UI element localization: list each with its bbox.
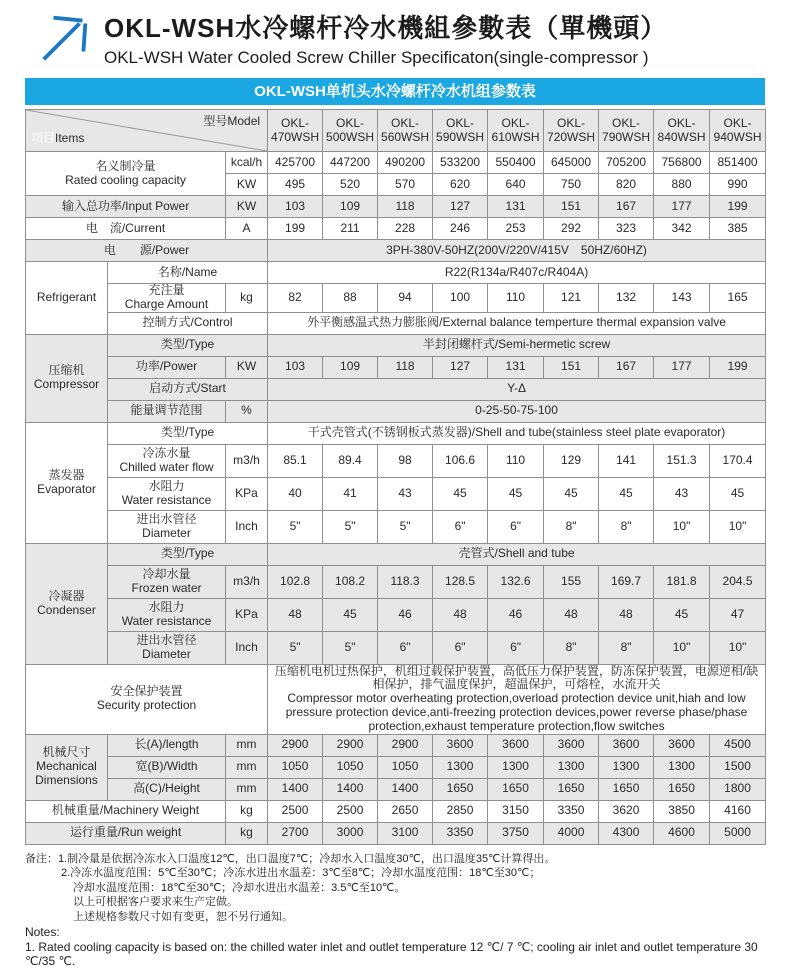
security-text-cell: 压缩机电机过热保护，机组过载保护装置，高低压力保护装置，防冻保护装置，电源逆相/缺相保护，排气温度保护，超温保护，可熔栓，水流开关 Compressor motor overheating protection,overload protection device unit,hiah and low pressure protection device,anti-freezing protection devices,power reverse phase/phase protection,exhaust temperature protection,flow switches xyxy=(268,664,766,734)
unit-cell: kcal/h xyxy=(226,152,268,174)
value-cell: 46 xyxy=(378,598,433,631)
model-column-header: OKL- 940WSH xyxy=(710,110,766,152)
value-cell: 109 xyxy=(323,356,378,378)
row-label: 名称/Name xyxy=(108,262,268,284)
value-cell: 5" xyxy=(268,631,323,664)
section-cell-condenser: 冷凝器 Condenser xyxy=(26,543,108,664)
unit-cell: Inch xyxy=(226,631,268,664)
value-cell: 323 xyxy=(599,218,654,240)
value-cell: 103 xyxy=(268,196,323,218)
value-cell: 228 xyxy=(378,218,433,240)
value-cell: 4500 xyxy=(710,734,766,756)
span-value-cell: Y-Δ xyxy=(268,378,766,400)
value-cell: 3600 xyxy=(654,734,710,756)
value-cell: 2700 xyxy=(268,822,323,844)
row-label: 电 流/Current xyxy=(26,218,226,240)
row-label: 机械重量/Machinery Weight xyxy=(26,800,226,822)
value-cell: 1400 xyxy=(268,778,323,800)
page-title: OKL-WSH水冷螺杆冷水機組參數表（單機頭） xyxy=(104,13,668,43)
value-cell: 204.5 xyxy=(710,565,766,598)
unit-cell: % xyxy=(226,400,268,422)
value-cell: 199 xyxy=(710,356,766,378)
value-cell: 645000 xyxy=(544,152,599,174)
value-cell: 108.2 xyxy=(323,565,378,598)
value-cell: 533200 xyxy=(433,152,488,174)
evaporator-resistance-row xyxy=(26,477,766,510)
value-cell: 2500 xyxy=(323,800,378,822)
value-cell: 102.8 xyxy=(268,565,323,598)
value-cell: 3100 xyxy=(378,822,433,844)
value-cell: 100 xyxy=(433,284,488,313)
row-label: 进出水管径 Diameter xyxy=(108,510,226,543)
value-cell: 103 xyxy=(268,356,323,378)
span-value-cell: 干式壳管式(不锈钢板式蒸发器)/Shell and tube(stainless steel plate evaporator) xyxy=(268,422,766,444)
value-cell: 1400 xyxy=(323,778,378,800)
value-cell: 127 xyxy=(433,356,488,378)
notes-en-line: 1. Rated cooling capacity is based on: the chilled water inlet and outlet temperature 12 ℃/ 7 ℃; cooling air inlet and outlet temperature 30 ℃/35 ℃. xyxy=(25,939,758,969)
refrigerant-control-row xyxy=(26,312,766,334)
row-label: 功率/Power xyxy=(108,356,226,378)
note-line: 上述规格参数尺寸如有变更，恕不另行通知。 xyxy=(73,910,293,923)
value-cell: 1650 xyxy=(599,778,654,800)
current-row xyxy=(26,218,766,240)
row-label: 启动方式/Start xyxy=(108,378,268,400)
unit-cell: KW xyxy=(226,196,268,218)
value-cell: 3150 xyxy=(488,800,544,822)
table-banner: OKL-WSH单机头水冷螺杆冷水机组参数表 xyxy=(25,78,765,105)
value-cell: 48 xyxy=(433,598,488,631)
row-label: 水阻力 Water resistance xyxy=(108,477,226,510)
value-cell: 143 xyxy=(654,284,710,313)
value-cell: 253 xyxy=(488,218,544,240)
value-cell: 118 xyxy=(378,356,433,378)
value-cell: 3600 xyxy=(544,734,599,756)
model-column-header: OKL- 610WSH xyxy=(488,110,544,152)
section-cell-dimensions: 机械尺寸 Mechanical Dimensions xyxy=(26,734,108,800)
refrigerant-name-row xyxy=(26,262,766,284)
evaporator-type-row xyxy=(26,422,766,444)
arrow-up-right-icon xyxy=(36,8,96,66)
value-cell: 121 xyxy=(544,284,599,313)
run-weight-row xyxy=(26,822,766,844)
value-cell: 880 xyxy=(654,174,710,196)
condenser-resistance-row xyxy=(26,598,766,631)
value-cell: 1050 xyxy=(323,756,378,778)
unit-cell: kg xyxy=(226,284,268,313)
value-cell: 127 xyxy=(433,196,488,218)
title-block xyxy=(104,8,667,68)
value-cell: 2500 xyxy=(268,800,323,822)
value-cell: 167 xyxy=(599,356,654,378)
value-cell: 110 xyxy=(488,284,544,313)
value-cell: 5" xyxy=(323,631,378,664)
value-cell: 48 xyxy=(268,598,323,631)
value-cell: 2900 xyxy=(323,734,378,756)
value-cell: 141 xyxy=(599,444,654,477)
unit-cell: kg xyxy=(226,822,268,844)
value-cell: 129 xyxy=(544,444,599,477)
value-cell: 199 xyxy=(268,218,323,240)
value-cell: 342 xyxy=(654,218,710,240)
value-cell: 1650 xyxy=(433,778,488,800)
value-cell: 131 xyxy=(488,196,544,218)
value-cell: 45 xyxy=(323,598,378,631)
value-cell: 45 xyxy=(433,477,488,510)
input-power-row xyxy=(26,196,766,218)
value-cell: 6" xyxy=(433,510,488,543)
value-cell: 495 xyxy=(268,174,323,196)
value-cell: 6" xyxy=(488,631,544,664)
row-label: 宽(B)/Width xyxy=(108,756,226,778)
row-label: 水阻力 Water resistance xyxy=(108,598,226,631)
notes-zh xyxy=(25,852,765,925)
unit-cell: m3/h xyxy=(226,444,268,477)
value-cell: 8" xyxy=(599,510,654,543)
value-cell: 1500 xyxy=(710,756,766,778)
model-column-header: OKL- 590WSH xyxy=(433,110,488,152)
value-cell: 8" xyxy=(544,631,599,664)
row-label: 能量调节范围 xyxy=(108,400,226,422)
model-column-header: OKL- 500WSH xyxy=(323,110,378,152)
condenser-type-row xyxy=(26,543,766,565)
value-cell: 109 xyxy=(323,196,378,218)
value-cell: 151 xyxy=(544,196,599,218)
value-cell: 3750 xyxy=(488,822,544,844)
value-cell: 2650 xyxy=(378,800,433,822)
value-cell: 88 xyxy=(323,284,378,313)
value-cell: 2850 xyxy=(433,800,488,822)
value-cell: 4600 xyxy=(654,822,710,844)
value-cell: 47 xyxy=(710,598,766,631)
value-cell: 1650 xyxy=(654,778,710,800)
row-label: 类型/Type xyxy=(108,334,268,356)
value-cell: 750 xyxy=(544,174,599,196)
value-cell: 3850 xyxy=(654,800,710,822)
document-header xyxy=(0,0,790,68)
evaporator-diameter-row xyxy=(26,510,766,543)
value-cell: 1400 xyxy=(378,778,433,800)
value-cell: 292 xyxy=(544,218,599,240)
row-label: 名义制冷量 Rated cooling capacity xyxy=(26,152,226,196)
value-cell: 851400 xyxy=(710,152,766,174)
value-cell: 4160 xyxy=(710,800,766,822)
power-supply-row xyxy=(26,240,766,262)
value-cell: 199 xyxy=(710,196,766,218)
value-cell: 132.6 xyxy=(488,565,544,598)
value-cell: 1050 xyxy=(378,756,433,778)
dimension-width-row xyxy=(26,756,766,778)
value-cell: 167 xyxy=(599,196,654,218)
span-value-cell: 外平衡感温式热力膨胀阀/External balance temperture thermal expansion valve xyxy=(268,312,766,334)
row-label: 高(C)/Height xyxy=(108,778,226,800)
value-cell: 151.3 xyxy=(654,444,710,477)
row-label: 进出水管径 Diameter xyxy=(108,631,226,664)
value-cell: 1300 xyxy=(433,756,488,778)
value-cell: 165 xyxy=(710,284,766,313)
value-cell: 48 xyxy=(544,598,599,631)
dimension-length-row xyxy=(26,734,766,756)
unit-cell: KPa xyxy=(226,598,268,631)
value-cell: 1300 xyxy=(544,756,599,778)
value-cell: 132 xyxy=(599,284,654,313)
items-model-header xyxy=(26,110,268,152)
value-cell: 385 xyxy=(710,218,766,240)
condenser-diameter-row xyxy=(26,631,766,664)
span-value-cell: 壳管式/Shell and tube xyxy=(268,543,766,565)
value-cell: 155 xyxy=(544,565,599,598)
value-cell: 6" xyxy=(378,631,433,664)
refrigerant-charge-row xyxy=(26,284,766,313)
row-label: 类型/Type xyxy=(108,422,268,444)
value-cell: 5" xyxy=(378,510,433,543)
model-column-header: OKL- 470WSH xyxy=(268,110,323,152)
value-cell: 820 xyxy=(599,174,654,196)
value-cell: 447200 xyxy=(323,152,378,174)
value-cell: 41 xyxy=(323,477,378,510)
value-cell: 45 xyxy=(710,477,766,510)
value-cell: 43 xyxy=(654,477,710,510)
value-cell: 10" xyxy=(654,510,710,543)
value-cell: 45 xyxy=(488,477,544,510)
value-cell: 1650 xyxy=(544,778,599,800)
unit-cell: KW xyxy=(226,356,268,378)
value-cell: 5000 xyxy=(710,822,766,844)
unit-cell: mm xyxy=(226,734,268,756)
model-column-header: OKL- 840WSH xyxy=(654,110,710,152)
compressor-start-row xyxy=(26,378,766,400)
value-cell: 6" xyxy=(488,510,544,543)
value-cell: 82 xyxy=(268,284,323,313)
value-cell: 8" xyxy=(544,510,599,543)
value-cell: 1650 xyxy=(488,778,544,800)
unit-cell: mm xyxy=(226,778,268,800)
value-cell: 128.5 xyxy=(433,565,488,598)
condenser-flow-row xyxy=(26,565,766,598)
unit-cell: A xyxy=(226,218,268,240)
spec-table xyxy=(25,109,766,845)
note-line: 2.冷冻水温度范围：5℃至30℃；冷冻水进出水温差：3℃至8℃；冷却水温度范围：18℃至30℃； xyxy=(61,867,541,880)
model-column-header: OKL- 720WSH xyxy=(544,110,599,152)
notes-en-header: Notes: xyxy=(25,925,60,940)
span-value-cell: 0-25-50-75-100 xyxy=(268,400,766,422)
compressor-capacity-row xyxy=(26,400,766,422)
unit-cell: KW xyxy=(226,174,268,196)
value-cell: 3620 xyxy=(599,800,654,822)
value-cell: 756800 xyxy=(654,152,710,174)
value-cell: 131 xyxy=(488,356,544,378)
value-cell: 151 xyxy=(544,356,599,378)
compressor-type-row xyxy=(26,334,766,356)
items-label: 项目Items xyxy=(31,131,85,146)
value-cell: 4000 xyxy=(544,822,599,844)
evaporator-flow-row xyxy=(26,444,766,477)
page-subtitle: OKL-WSH Water Cooled Screw Chiller Specificaton(single-compressor ) xyxy=(104,48,649,67)
unit-cell: Inch xyxy=(226,510,268,543)
value-cell: 4300 xyxy=(599,822,654,844)
value-cell: 10" xyxy=(710,510,766,543)
value-cell: 45 xyxy=(599,477,654,510)
notes xyxy=(25,852,765,969)
value-cell: 177 xyxy=(654,196,710,218)
value-cell: 48 xyxy=(599,598,654,631)
unit-cell: m3/h xyxy=(226,565,268,598)
value-cell: 46 xyxy=(488,598,544,631)
row-label: 电 源/Power xyxy=(26,240,268,262)
table-header-row xyxy=(26,110,766,152)
value-cell: 520 xyxy=(323,174,378,196)
value-cell: 118 xyxy=(378,196,433,218)
row-label: 类型/Type xyxy=(108,543,268,565)
model-label: 型号Model xyxy=(203,114,261,128)
value-cell: 490200 xyxy=(378,152,433,174)
value-cell: 1050 xyxy=(268,756,323,778)
value-cell: 89.4 xyxy=(323,444,378,477)
row-label: 充注量 Charge Amount xyxy=(108,284,226,313)
value-cell: 3350 xyxy=(433,822,488,844)
note-line: 以上可根据客户要求来生产定做。 xyxy=(73,896,238,909)
value-cell: 1800 xyxy=(710,778,766,800)
row-label: 安全保护装置 Security protection xyxy=(26,664,268,734)
value-cell: 3600 xyxy=(433,734,488,756)
unit-cell: mm xyxy=(226,756,268,778)
dimension-height-row xyxy=(26,778,766,800)
value-cell: 98 xyxy=(378,444,433,477)
row-label: 冷冻水量 Chilled water flow xyxy=(108,444,226,477)
value-cell: 2900 xyxy=(378,734,433,756)
model-column-header: OKL- 790WSH xyxy=(599,110,654,152)
row-label: 控制方式/Control xyxy=(108,312,268,334)
value-cell: 8" xyxy=(599,631,654,664)
value-cell: 3600 xyxy=(488,734,544,756)
value-cell: 106.6 xyxy=(433,444,488,477)
value-cell: 85.1 xyxy=(268,444,323,477)
security-row xyxy=(26,664,766,734)
machinery-weight-row xyxy=(26,800,766,822)
value-cell: 169.7 xyxy=(599,565,654,598)
value-cell: 1300 xyxy=(488,756,544,778)
row-label: 运行重量/Run weight xyxy=(26,822,226,844)
value-cell: 6" xyxy=(433,631,488,664)
value-cell: 425700 xyxy=(268,152,323,174)
value-cell: 570 xyxy=(378,174,433,196)
value-cell: 1300 xyxy=(599,756,654,778)
section-cell-evaporator: 蒸发器 Evaporator xyxy=(26,422,108,543)
row-label: 输入总功率/Input Power xyxy=(26,196,226,218)
span-value-cell: 3PH-380V-50HZ(200V/220V/415V 50HZ/60HZ) xyxy=(268,240,766,262)
model-column-header: OKL- 560WSH xyxy=(378,110,433,152)
value-cell: 1300 xyxy=(654,756,710,778)
value-cell: 110 xyxy=(488,444,544,477)
value-cell: 40 xyxy=(268,477,323,510)
value-cell: 620 xyxy=(433,174,488,196)
compressor-power-row xyxy=(26,356,766,378)
value-cell: 2900 xyxy=(268,734,323,756)
value-cell: 3350 xyxy=(544,800,599,822)
section-cell-compressor: 压缩机 Compressor xyxy=(26,334,108,422)
value-cell: 43 xyxy=(378,477,433,510)
note-line: 备注：1.制冷量是依据冷冻水入口温度12℃，出口温度7℃；冷却水入口温度30℃，出口温度35℃计算得出。 xyxy=(25,852,556,865)
unit-cell: kg xyxy=(226,800,268,822)
value-cell: 45 xyxy=(654,598,710,631)
value-cell: 705200 xyxy=(599,152,654,174)
cooling-kcal-row xyxy=(26,152,766,174)
value-cell: 5" xyxy=(268,510,323,543)
note-line: 冷却水温度范围：18℃至30℃；冷却水进出水温差：3.5℃至10℃。 xyxy=(73,881,406,894)
value-cell: 177 xyxy=(654,356,710,378)
unit-cell: KPa xyxy=(226,477,268,510)
value-cell: 640 xyxy=(488,174,544,196)
value-cell: 10" xyxy=(654,631,710,664)
value-cell: 170.4 xyxy=(710,444,766,477)
value-cell: 246 xyxy=(433,218,488,240)
span-value-cell: R22(R134a/R407c/R404A) xyxy=(268,262,766,284)
value-cell: 45 xyxy=(544,477,599,510)
value-cell: 990 xyxy=(710,174,766,196)
value-cell: 211 xyxy=(323,218,378,240)
row-label: 冷却水量 Frozen water xyxy=(108,565,226,598)
value-cell: 118.3 xyxy=(378,565,433,598)
value-cell: 3600 xyxy=(599,734,654,756)
value-cell: 94 xyxy=(378,284,433,313)
row-label: 长(A)/length xyxy=(108,734,226,756)
section-cell-refrigerant: Refrigerant xyxy=(26,262,108,335)
value-cell: 10" xyxy=(710,631,766,664)
value-cell: 550400 xyxy=(488,152,544,174)
span-value-cell: 半封闭螺杆式/Semi-hermetic screw xyxy=(268,334,766,356)
value-cell: 5" xyxy=(323,510,378,543)
value-cell: 3000 xyxy=(323,822,378,844)
value-cell: 181.8 xyxy=(654,565,710,598)
